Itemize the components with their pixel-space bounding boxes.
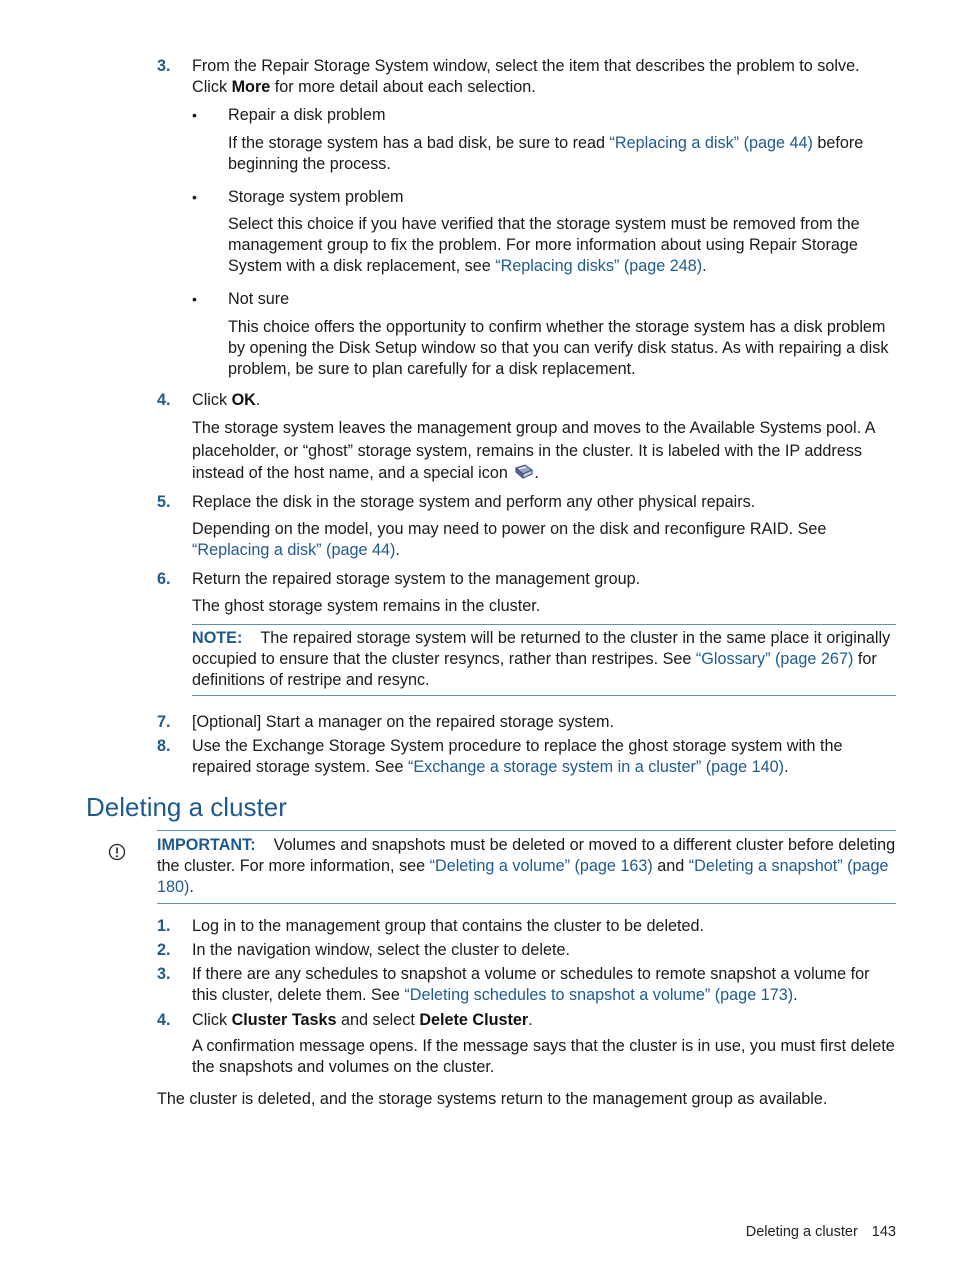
step-7-text: [Optional] Start a manager on the repaired storage system. [192, 713, 614, 731]
bullet-icon: • [192, 291, 197, 307]
option-storage-system-desc: Select this choice if you have verified that the storage system must be removed from the management group to fix the problem. For more information about using Repair Storage System with a disk replacement, see “Replacing disks” (page 248). [228, 215, 860, 275]
delete-step-2-number: 2. [157, 941, 171, 959]
delete-step-1-number: 1. [157, 917, 171, 935]
link-replacing-a-disk-2[interactable]: “Replacing a disk” (page 44) [192, 541, 396, 559]
closing-paragraph: The cluster is deleted, and the storage systems return to the management group as available. [157, 1090, 828, 1108]
step-7-number: 7. [157, 713, 171, 731]
bullet-icon: • [192, 107, 197, 123]
note-box: NOTE: The repaired storage system will be returned to the cluster in the same place it originally occupied to ensure that the cluster resyncs, rather than restripes. See “Glossary” (page 267) for definitions of restripe and resync. [192, 624, 896, 696]
delete-step-4-text: Click Cluster Tasks and select Delete Cluster. [192, 1011, 533, 1029]
step-6-number: 6. [157, 570, 171, 588]
step-5-text: Replace the disk in the storage system and perform any other physical repairs. [192, 493, 756, 511]
option-repair-disk-desc: If the storage system has a bad disk, be sure to read “Replacing a disk” (page 44) before beginning the process. [228, 134, 864, 173]
step-3-text: From the Repair Storage System window, select the item that describes the problem to solve. Click More for more detail about each selection. [192, 57, 860, 96]
option-repair-disk-label: Repair a disk problem [228, 106, 386, 124]
step-4-number: 4. [157, 391, 171, 409]
option-not-sure-label: Not sure [228, 290, 290, 308]
link-replacing-a-disk[interactable]: “Replacing a disk” (page 44) [609, 134, 813, 152]
section-title: Deleting a cluster [86, 792, 287, 822]
link-deleting-a-volume[interactable]: “Deleting a volume” (page 163) [429, 857, 653, 875]
delete-step-2-text: In the navigation window, select the cluster to delete. [192, 941, 570, 959]
step-3-number: 3. [157, 57, 171, 75]
cluster-tasks-keyword: Cluster Tasks [231, 1011, 337, 1029]
delete-cluster-keyword: Delete Cluster [419, 1011, 529, 1029]
link-deleting-schedules[interactable]: “Deleting schedules to snapshot a volume” (page 173) [404, 986, 794, 1004]
step-6-paragraph: The ghost storage system remains in the cluster. [192, 597, 541, 615]
bullet-icon: • [192, 189, 197, 205]
page-footer [746, 1222, 896, 1243]
step-6-text: Return the repaired storage system to the management group. [192, 570, 641, 588]
link-exchange-storage-system[interactable]: “Exchange a storage system in a cluster” (page 140) [407, 758, 785, 776]
important-box: IMPORTANT: Volumes and snapshots must be deleted or moved to a different cluster before deleting the cluster. For more information, see “Deleting a volume” (page 163) and “Deleting a snapshot” (page 180). [157, 830, 896, 904]
option-not-sure-desc: This choice offers the opportunity to confirm whether the storage system has a disk problem by opening the Disk Setup window so that you can verify disk status. As with repairing a disk problem, be sure to plan carefully for a disk replacement. [228, 318, 889, 378]
link-deleting-a-snapshot[interactable]: “Deleting a snapshot” (page 180) [157, 857, 889, 896]
page-number: 143 [871, 1224, 896, 1240]
note-label: NOTE: [192, 629, 243, 647]
link-glossary[interactable]: “Glossary” (page 267) [695, 650, 854, 668]
important-label: IMPORTANT: [157, 836, 256, 854]
option-storage-system-label: Storage system problem [228, 188, 404, 206]
step-8-number: 8. [157, 737, 171, 755]
step-4-text: Click OK. [192, 391, 261, 409]
footer-section-title: Deleting a cluster [745, 1224, 858, 1240]
ghost-storage-system-icon [514, 464, 534, 487]
step-5-paragraph: Depending on the model, you may need to power on the disk and reconfigure RAID. See “Replacing a disk” (page 44). [192, 520, 827, 559]
important-exclamation-icon [107, 842, 127, 868]
more-keyword: More [231, 78, 271, 96]
step-5-number: 5. [157, 493, 171, 511]
delete-step-4-paragraph: A confirmation message opens. If the message says that the cluster is in use, you must first delete the snapshots and volumes on the cluster. [192, 1037, 895, 1076]
delete-step-1-text: Log in to the management group that contains the cluster to be deleted. [192, 917, 705, 935]
ok-keyword: OK [231, 391, 256, 409]
link-replacing-disks[interactable]: “Replacing disks” (page 248) [495, 257, 703, 275]
step-4-paragraph: The storage system leaves the management group and moves to the Available Systems pool. A placeholder, or “ghost” storage system, remains in the cluster. It is labeled with the IP address instead of the host name, and a special icon . [192, 417, 898, 487]
step-8-text: Use the Exchange Storage System procedure to replace the ghost storage system with the repaired storage system. See “Exchange a storage system in a cluster” (page 140). [192, 737, 843, 776]
delete-step-4-number: 4. [157, 1011, 171, 1029]
delete-step-3-number: 3. [157, 965, 171, 983]
delete-step-3-text: If there are any schedules to snapshot a volume or schedules to remote snapshot a volume for this cluster, delete them. See “Deleting schedules to snapshot a volume” (page 173). [192, 965, 870, 1004]
